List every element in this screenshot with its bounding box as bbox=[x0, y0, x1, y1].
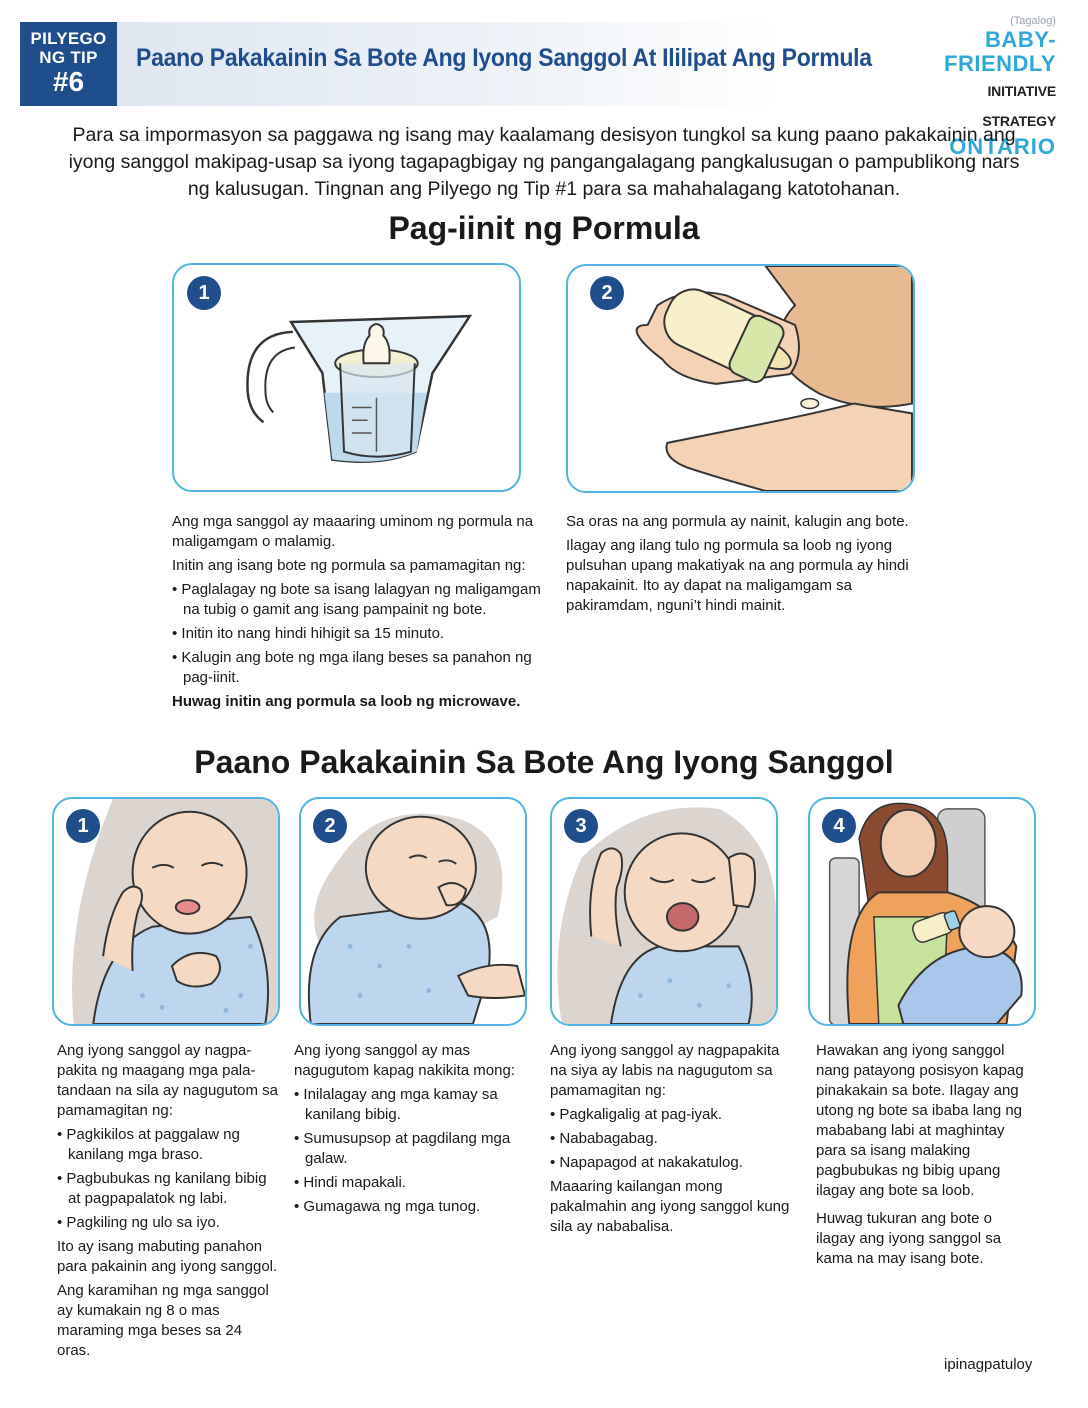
feeding-text-3 bbox=[550, 1041, 792, 1241]
list-item: • Hindi mapakali. bbox=[294, 1173, 530, 1193]
section-title-feeding: Paano Pakakainin Sa Bote Ang Iyong Sanggol bbox=[194, 744, 894, 780]
step-number-badge: 4 bbox=[822, 809, 856, 843]
feeding-panel-2 bbox=[299, 797, 527, 1026]
continued-label: ipinagpatuloy bbox=[944, 1356, 1033, 1373]
paragraph: Ito ay isang mabuting panahon para pakainin ang iyong sanggol. bbox=[57, 1238, 278, 1275]
microwave-warning: Huwag initin ang pormula sa loob ng microwave. bbox=[172, 693, 521, 710]
paragraph: Sa oras na ang pormula ay nainit, kalugin ang bote. bbox=[566, 513, 909, 530]
warming-panel-1 bbox=[172, 263, 521, 492]
list-item: • Pagkiling ng ulo sa iyo. bbox=[57, 1213, 279, 1233]
paragraph: Ang iyong sanggol ay mas nagugutom kapag nakikita mong: bbox=[294, 1042, 515, 1079]
feeding-text-2 bbox=[294, 1041, 530, 1221]
tip-badge-line: NG TIP bbox=[39, 48, 98, 67]
feeding-panel-3 bbox=[550, 797, 778, 1026]
list-item: • Nababagabag. bbox=[550, 1129, 792, 1149]
step-number-badge: 2 bbox=[313, 809, 347, 843]
feeding-panel-1 bbox=[52, 797, 280, 1026]
document-title: Paano Pakakainin Sa Bote Ang Iyong Sanggol At Ililipat Ang Pormula bbox=[136, 44, 872, 72]
list-item: • Gumagawa ng mga tunog. bbox=[294, 1197, 530, 1217]
paragraph: Hawakan ang iyong sanggol nang patayong posisyon kapag pinakakain sa bote. Ilagay ang utong ng bote sa ibaba lang ng mababang labi at maghintay para sa isang malaking pagbubukas ng bibig upang ilagay ang bote sa loob. bbox=[816, 1042, 1024, 1199]
logo-line-baby-friendly: BABY-FRIENDLY bbox=[944, 27, 1056, 76]
step-number-badge: 3 bbox=[564, 809, 598, 843]
list-item: • Paglalagay ng bote sa isang lalagyan ng maligamgam na tubig o gamit ang isang pampainit ng bote. bbox=[172, 580, 550, 620]
list-item: • Kalugin ang bote ng mga ilang beses sa panahon ng pag-iinit. bbox=[172, 648, 550, 688]
logo-language: (Tagalog) bbox=[1010, 15, 1056, 27]
warming-text-2 bbox=[566, 512, 936, 620]
list-item: • Initin ito nang hindi hihigit sa 15 minuto. bbox=[172, 624, 550, 644]
list-item: • Inilalagay ang mga kamay sa kanilang bibig. bbox=[294, 1085, 530, 1125]
warming-text-1 bbox=[172, 512, 550, 716]
step-number-badge: 1 bbox=[66, 809, 100, 843]
list-item: • Sumusupsop at pagdilang mga galaw. bbox=[294, 1129, 530, 1169]
measuring-cup-illustration bbox=[174, 265, 519, 490]
feeding-text-4 bbox=[816, 1041, 1026, 1273]
paragraph: Maaaring kailangan mong pakalmahin ang iyong sanggol kung sila ay nababalisa. bbox=[550, 1178, 790, 1235]
bullet-list bbox=[172, 580, 550, 688]
step-number-badge: 2 bbox=[590, 276, 624, 310]
paragraph: Ang mga sanggol ay maaaring uminom ng pormula na maligamgam o malamig. bbox=[172, 513, 534, 550]
paragraph: Ilagay ang ilang tulo ng pormula sa loob ng iyong pulsuhan upang makatiyak na ang pormula ay hindi napakainit. Ito ay dapat na maligamgam sa pakiramdam, nguni’t hindi mainit. bbox=[566, 537, 909, 614]
paragraph: Ang iyong sanggol ay nagpa-pakita ng maagang mga pala-tandaan na sila ay nagugutom sa pamamagitan ng: bbox=[57, 1042, 278, 1119]
feeding-text-1 bbox=[57, 1041, 279, 1365]
tip-badge bbox=[20, 22, 117, 106]
bullet-list bbox=[550, 1105, 792, 1173]
tip-badge-line: PILYEGO bbox=[30, 29, 107, 48]
section-title-warming: Pag-iinit ng Pormula bbox=[388, 210, 700, 246]
bullet-list bbox=[294, 1085, 530, 1217]
paragraph: Initin ang isang bote ng pormula sa pamamagitan ng: bbox=[172, 557, 526, 574]
list-item: • Pagkaligalig at pag-iyak. bbox=[550, 1105, 792, 1125]
list-item: • Pagbubukas ng kanilang bibig at pagpapalatok ng labi. bbox=[57, 1169, 279, 1209]
warming-panel-2 bbox=[566, 264, 915, 493]
feeding-panel-4 bbox=[808, 797, 1036, 1026]
logo-line-initiative: INITIATIVE STRATEGY bbox=[982, 83, 1056, 129]
step-number-badge: 1 bbox=[187, 276, 221, 310]
tip-badge-number: #6 bbox=[52, 66, 85, 97]
paragraph: Huwag tukuran ang bote o ilagay ang iyong sanggol sa kama na may isang bote. bbox=[816, 1210, 1002, 1267]
list-item: • Pagkikilos at paggalaw ng kanilang mga braso. bbox=[57, 1125, 279, 1165]
paragraph: Ang karamihan ng mga sanggol ay kumakain ng 8 o mas maraming mga beses sa 24 oras. bbox=[57, 1282, 269, 1359]
bullet-list bbox=[57, 1125, 279, 1233]
logo-line-ontario: ONTARIO bbox=[949, 134, 1056, 159]
paragraph: Ang iyong sanggol ay nagpapakita na siya ay labis na nagugutom sa pamamagitan ng: bbox=[550, 1042, 780, 1099]
list-item: • Napapagod at nakakatulog. bbox=[550, 1153, 792, 1173]
intro-paragraph: Para sa impormasyon sa paggawa ng isang may kaalamang desisyon tungkol sa kung paano pakakainin ang iyong sanggol makipag-usap sa iyong tagapagbigay ng pangangalagang pangkalusugan o pampublikong nars ng kalusugan. Tingnan ang Pilyego ng Tip #1 para sa mahahalagang katotohanan. bbox=[68, 124, 1020, 200]
